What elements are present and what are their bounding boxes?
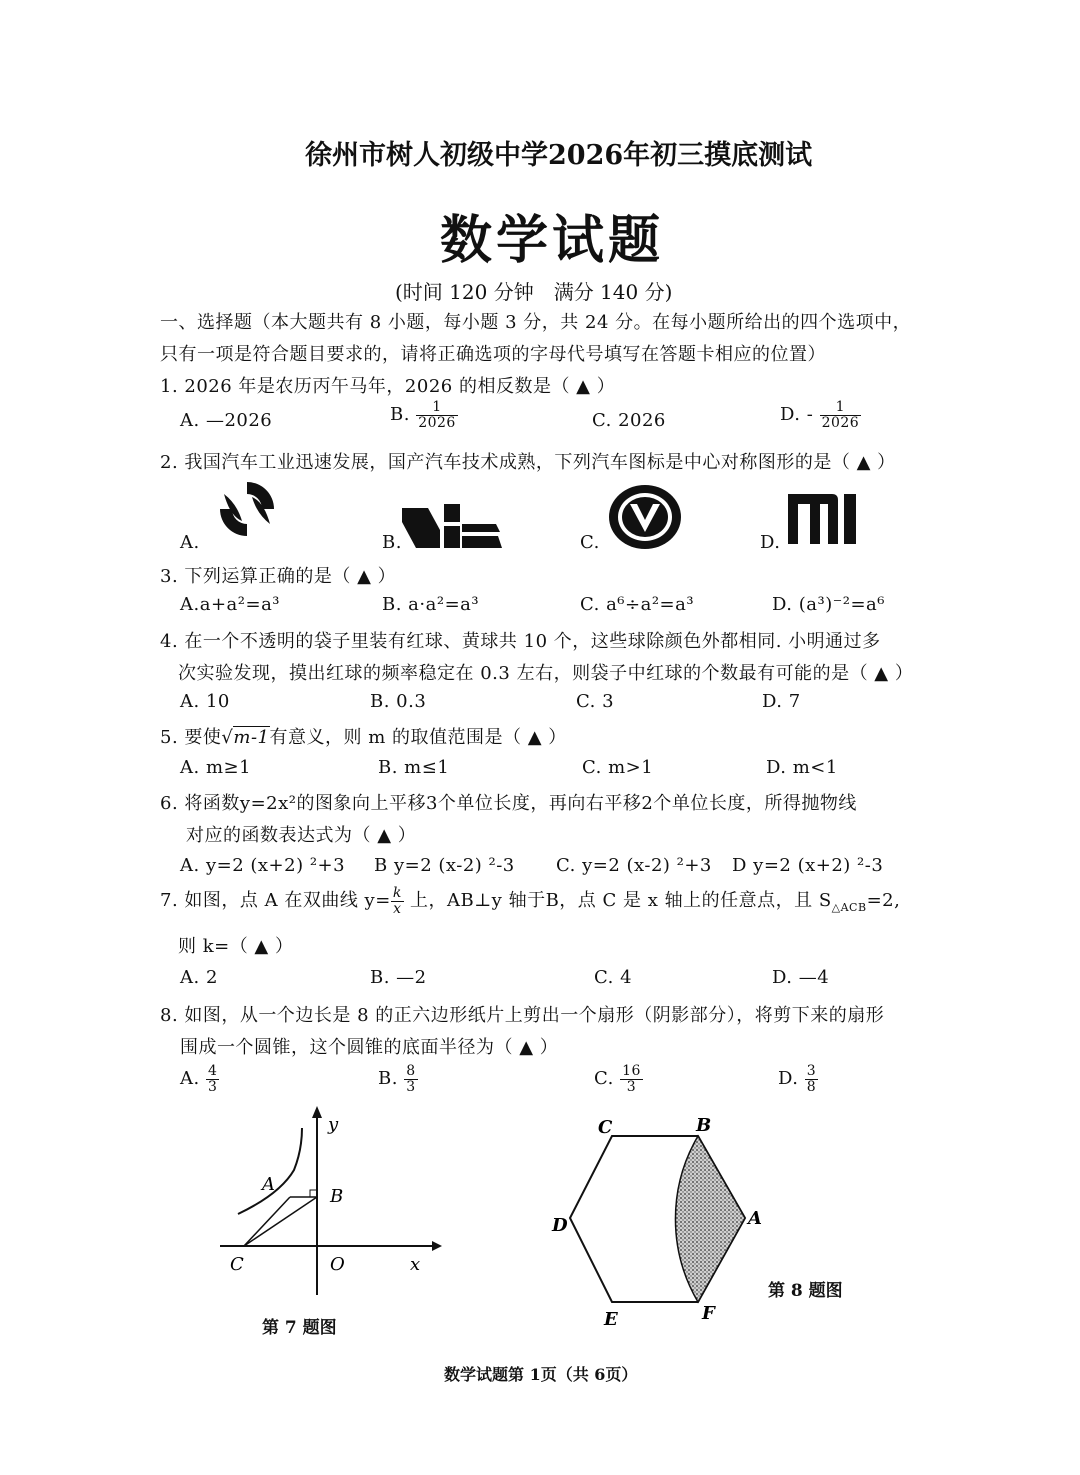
q8-option-b xyxy=(378,1064,418,1094)
q3-option-a: A.a+a²=a³ xyxy=(180,594,281,615)
q6-option-a: A. y=2 (x+2) ²+3 xyxy=(180,855,346,876)
page-footer: 数学试题第 1页（共 6页） xyxy=(444,1365,638,1384)
q2-option-d: D. xyxy=(760,532,781,553)
q3-option-c: C. a⁶÷a²=a³ xyxy=(580,594,695,615)
q6-line2: 对应的函数表达式为（ ▲ ） xyxy=(186,825,417,846)
q1-b-label: B. xyxy=(390,404,410,426)
q8-option-d xyxy=(778,1064,818,1094)
q5-option-d: D. m<1 xyxy=(766,757,838,778)
figure-8-diagram xyxy=(540,1105,780,1335)
q8-d-den: 8 xyxy=(806,1078,817,1095)
q1-option-a: A. —2026 xyxy=(180,410,273,431)
q2-stem: 2. 我国汽车工业迅速发展，国产汽车技术成熟，下列汽车图标是中心对称图形的是（ ▲ ） xyxy=(160,452,896,473)
q3-option-d: D. (a³)⁻²=a⁶ xyxy=(772,594,885,615)
q5-option-a: A. m≥1 xyxy=(180,757,252,778)
q7-line2: 则 k=（ ▲ ） xyxy=(178,936,294,957)
fig7-right-angle-mark xyxy=(310,1190,317,1197)
q5-stem xyxy=(160,723,567,749)
q8-b-num: 8 xyxy=(406,1063,416,1079)
figure-7-caption: 第 7 题图 xyxy=(262,1318,337,1338)
q2-option-a: A. xyxy=(180,532,200,553)
q7-fraction xyxy=(391,886,404,916)
fig7-label-O: O xyxy=(330,1254,345,1275)
q8-c-num: 16 xyxy=(622,1063,641,1079)
q7-option-a: A. 2 xyxy=(180,967,218,988)
q5-radicand: m-1 xyxy=(233,727,270,748)
fig7-hyperbola xyxy=(238,1128,302,1214)
q1-b-fraction xyxy=(416,400,458,430)
fig8-label-C: C xyxy=(598,1117,613,1138)
q8-c-label: C. xyxy=(594,1068,614,1090)
q7-frac-x: x xyxy=(393,900,402,917)
q2-option-c: C. xyxy=(580,532,600,553)
q7-line1-post: 上，AB⊥y 轴于B，点 C 是 x 轴上的任意点，且 S xyxy=(403,890,832,912)
q6-option-b: B y=2 (x-2) ²-3 xyxy=(374,855,515,876)
car-logo-a-icon xyxy=(212,476,282,542)
q6-option-c: C. y=2 (x-2) ²+3 xyxy=(556,855,712,876)
q4-option-c: C. 3 xyxy=(576,691,615,712)
fig7-label-y: y xyxy=(328,1114,339,1135)
q5-option-b: B. m≤1 xyxy=(378,757,450,778)
fig7-y-arrow-icon xyxy=(312,1106,322,1118)
q8-option-a xyxy=(180,1064,219,1094)
q8-line1: 8. 如图，从一个边长是 8 的正六边形纸片上剪出一个扇形（阴影部分），将剪下来的扇形 xyxy=(160,1005,885,1026)
fig8-shaded-sector xyxy=(675,1136,745,1302)
q8-b-den: 3 xyxy=(406,1078,416,1095)
q3-stem: 3. 下列运算正确的是（ ▲ ） xyxy=(160,566,397,587)
q8-option-c xyxy=(594,1064,643,1094)
figure-7-diagram xyxy=(210,1100,450,1300)
fig7-label-A: A xyxy=(262,1174,275,1195)
school-title: 徐州市树人初级中学2026年初三摸底测试 xyxy=(305,140,813,171)
q6-line1: 6. 将函数y=2x²的图象向上平移3个单位长度，再向右平移2个单位长度，所得抛物线 xyxy=(160,793,857,814)
car-logo-b-icon xyxy=(400,502,502,552)
figure-8-caption: 第 8 题图 xyxy=(768,1281,843,1301)
fig7-segment-CA xyxy=(244,1197,290,1246)
q7-option-b: B. —2 xyxy=(370,967,427,988)
subject-title: 数学试题 xyxy=(440,210,665,271)
q2-option-b: B. xyxy=(382,532,402,553)
q8-d-label: D. xyxy=(778,1068,799,1090)
q1-b-num: 1 xyxy=(416,400,458,416)
q8-a-num: 4 xyxy=(207,1063,218,1079)
q7-subscript: △ACB xyxy=(831,900,867,914)
car-logo-d-icon xyxy=(786,492,860,546)
q1-option-c: C. 2026 xyxy=(592,410,666,431)
q7-line1-pre: 7. 如图，点 A 在双曲线 y= xyxy=(160,890,391,912)
q4-line1: 4. 在一个不透明的袋子里装有红球、黄球共 10 个，这些球除颜色外都相同. 小明通过多 xyxy=(160,631,881,652)
fig8-label-B: B xyxy=(696,1115,712,1136)
q7-line1-end: =2, xyxy=(866,890,901,912)
q8-line2: 围成一个圆锥，这个圆锥的底面半径为（ ▲ ） xyxy=(180,1037,559,1058)
fig8-label-F: F xyxy=(702,1303,715,1324)
q6-option-d: D y=2 (x+2) ²-3 xyxy=(732,855,884,876)
q1-d-label: D. - xyxy=(780,404,814,426)
q8-a-label: A. xyxy=(180,1068,200,1090)
q4-option-a: A. 10 xyxy=(180,691,230,712)
section1-title-line2: 只有一项是符合题目要求的，请将正确选项的字母代号填写在答题卡相应的位置） xyxy=(160,344,826,365)
q8-a-fraction xyxy=(206,1064,219,1094)
q5-stem-pre: 5. 要使 xyxy=(160,727,222,748)
q5-option-c: C. m>1 xyxy=(582,757,654,778)
q8-d-fraction xyxy=(805,1064,818,1094)
q8-d-num: 3 xyxy=(806,1063,817,1079)
q1-d-num: 1 xyxy=(820,400,862,416)
q8-c-fraction xyxy=(620,1064,643,1094)
fig7-label-C: C xyxy=(230,1254,244,1275)
q1-stem: 1. 2026 年是农历丙午马年，2026 的相反数是（ ▲ ） xyxy=(160,376,616,397)
car-logo-c-icon xyxy=(606,482,684,552)
section1-title-line1: 一、选择题（本大题共有 8 小题，每小题 3 分，共 24 分。在每小题所给出的四个选项中， xyxy=(160,312,912,333)
fig8-label-D: D xyxy=(552,1215,568,1236)
q1-b-den: 2026 xyxy=(418,414,456,431)
q4-line2: 次实验发现，摸出红球的频率稳定在 0.3 左右，则袋子中红球的个数最有可能的是（ ▲ ） xyxy=(178,663,914,684)
q8-c-den: 3 xyxy=(626,1078,637,1095)
q4-option-d: D. 7 xyxy=(762,691,801,712)
q1-d-den: 2026 xyxy=(821,414,860,431)
q7-frac-k: k xyxy=(392,885,402,901)
q5-stem-post: 有意义，则 m 的取值范围是（ ▲ ） xyxy=(269,727,567,748)
q1-d-fraction xyxy=(820,400,862,430)
q8-b-fraction xyxy=(404,1064,417,1094)
q3-option-b: B. a·a²=a³ xyxy=(382,594,480,615)
fig7-x-arrow-icon xyxy=(432,1241,442,1251)
fig7-label-B: B xyxy=(330,1186,344,1207)
q7-option-d: D. —4 xyxy=(772,967,830,988)
sqrt-icon: √ xyxy=(221,727,234,748)
q8-b-label: B. xyxy=(378,1068,398,1090)
fig8-label-A: A xyxy=(748,1208,762,1229)
q7-line1 xyxy=(160,886,900,916)
q7-option-c: C. 4 xyxy=(594,967,633,988)
q1-option-d xyxy=(780,400,861,430)
q1-option-b xyxy=(390,400,458,430)
fig7-label-x: x xyxy=(410,1254,421,1275)
q4-option-b: B. 0.3 xyxy=(370,691,427,712)
q8-a-den: 3 xyxy=(207,1078,218,1095)
exam-info: (时间 120 分钟 满分 140 分) xyxy=(395,280,673,304)
fig8-label-E: E xyxy=(604,1309,618,1330)
